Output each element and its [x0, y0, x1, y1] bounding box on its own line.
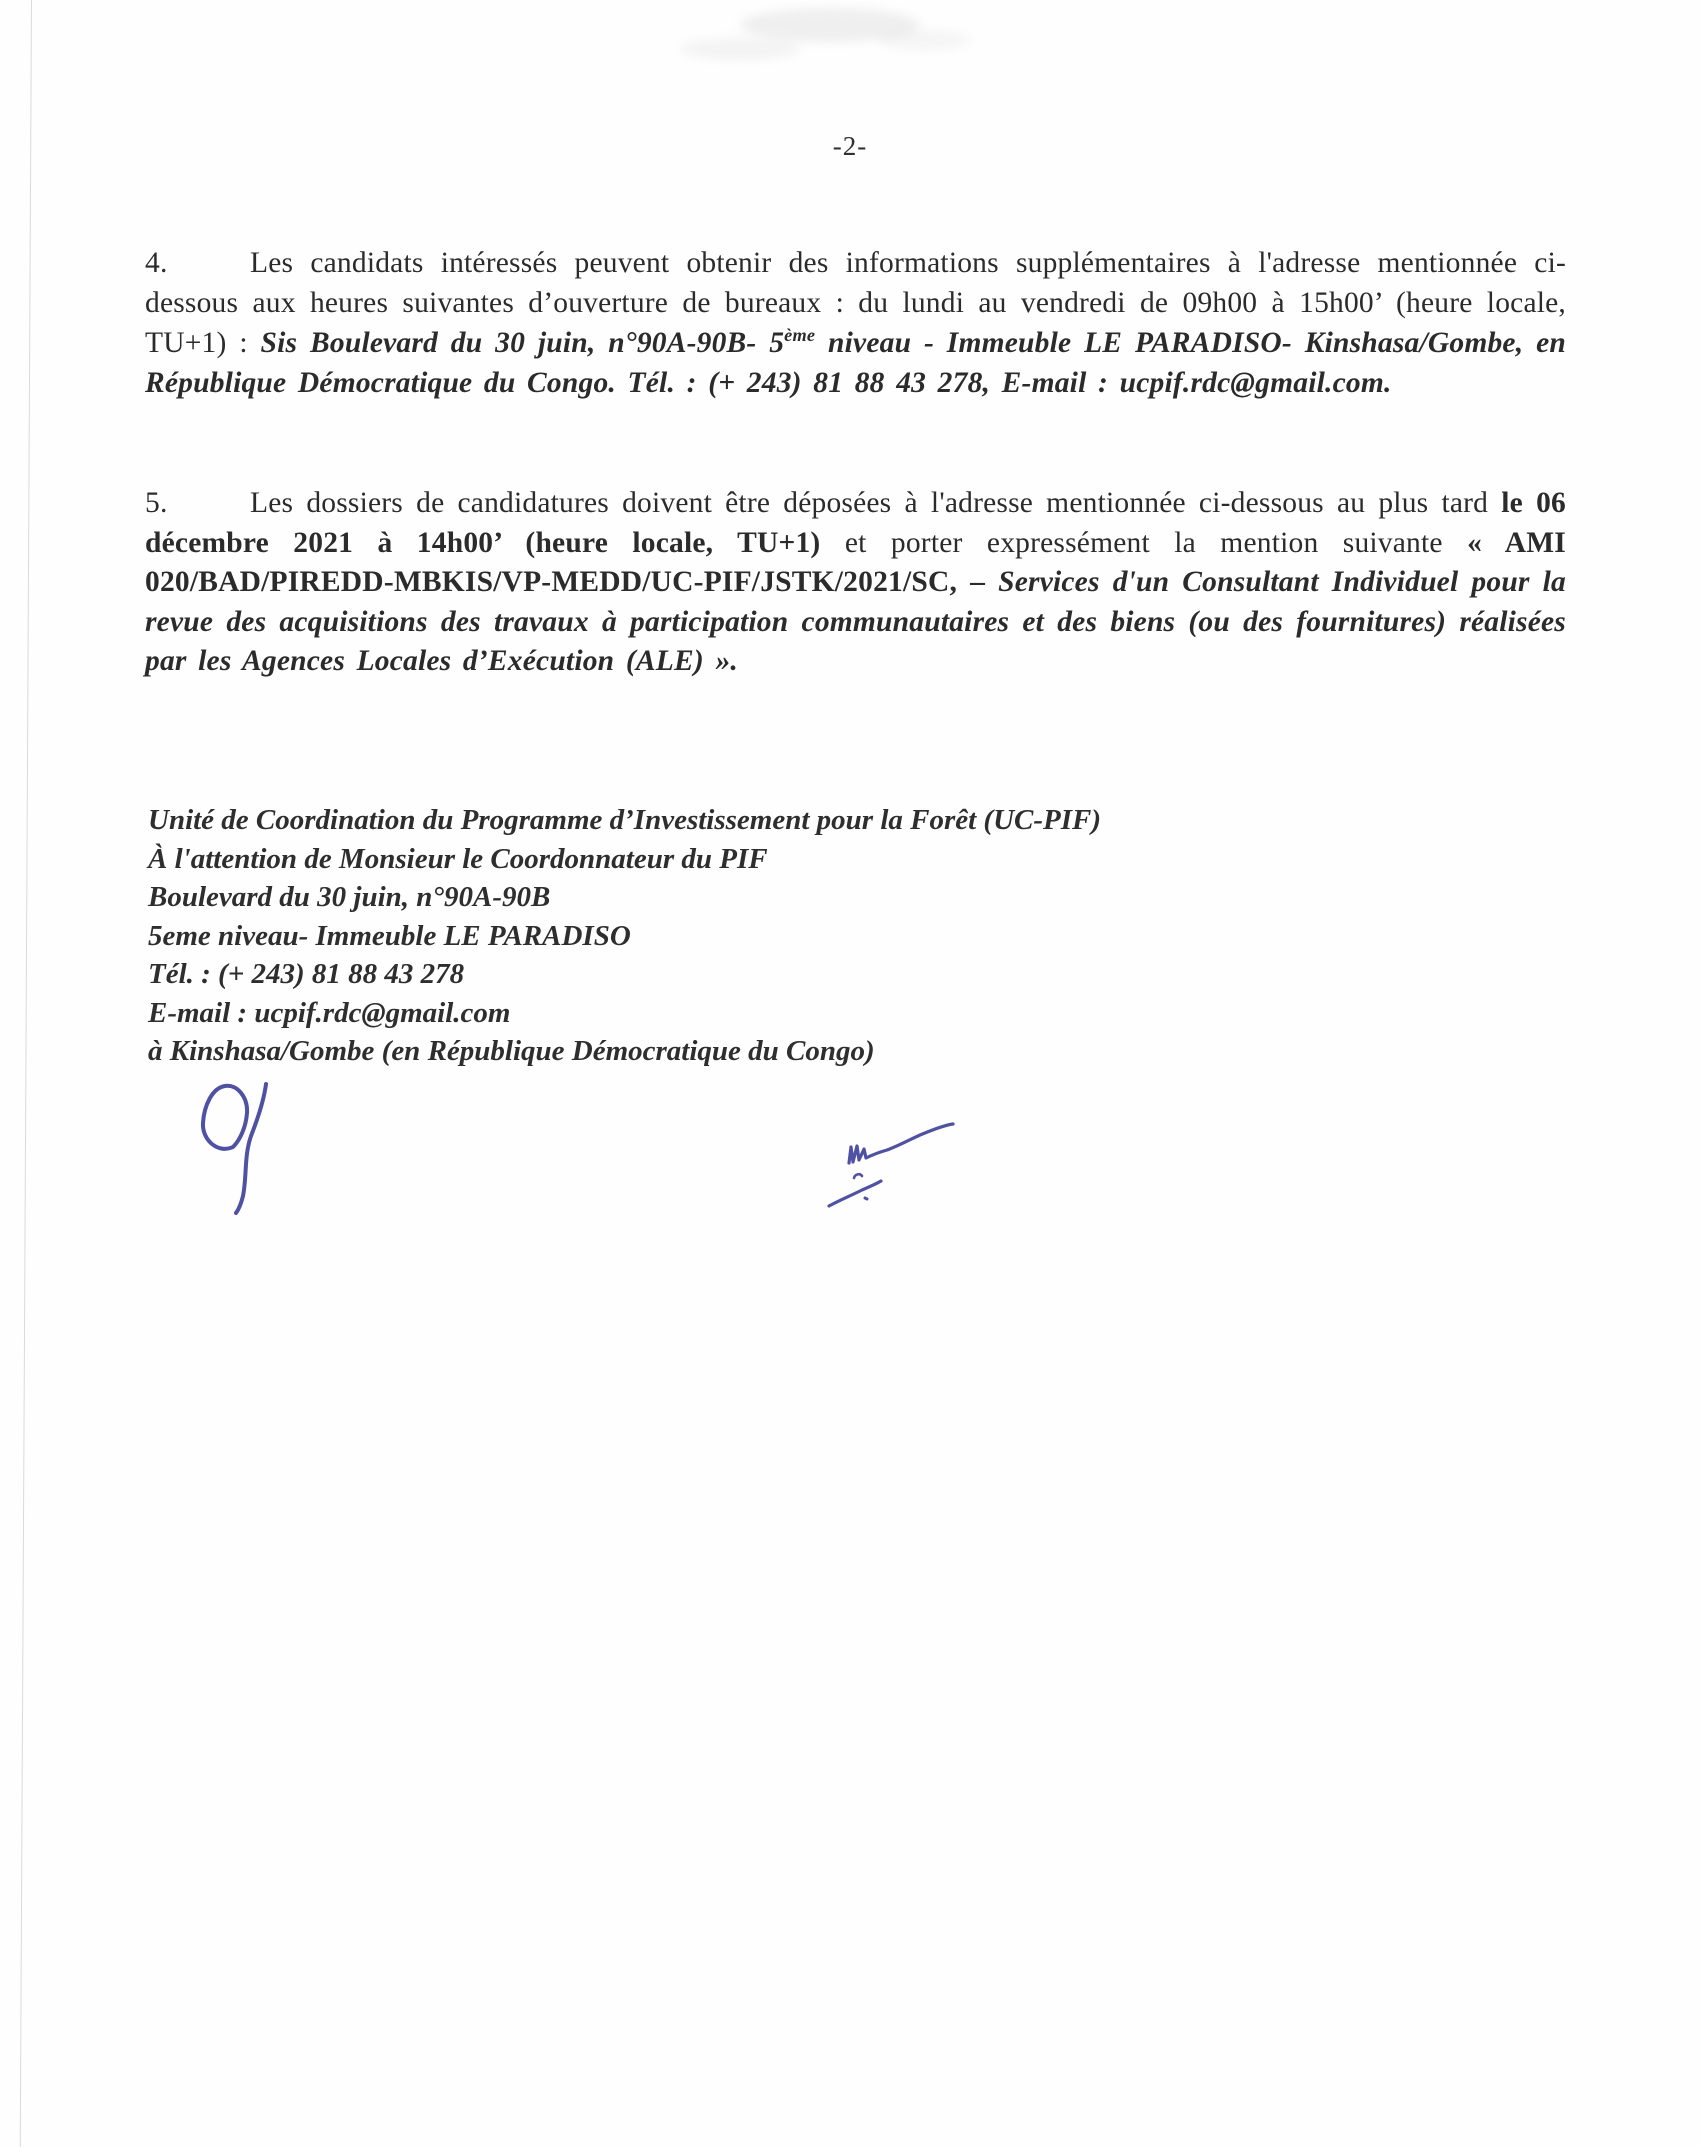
- paragraph-5-text-cont: et porter expressément la mention suivante: [820, 526, 1468, 559]
- paragraph-5-number: 5.: [145, 487, 168, 519]
- flourish-dot: [865, 1198, 867, 1199]
- paragraph-5: [145, 484, 1566, 682]
- signature-loop-stroke: [203, 1086, 247, 1149]
- address-line-attention: À l'attention de Monsieur le Coordonnateur du PIF: [148, 842, 768, 875]
- address-line-city: à Kinshasa/Gombe (en République Démocratique du Congo): [148, 1035, 875, 1067]
- paragraph-5-text: Les dossiers de candidatures doivent être déposées à l'adresse mentionnée ci-dessous au plus tard: [250, 487, 1502, 519]
- service-title-bold-italic: Services d'un Consultant Individuel pour la revue des acquisitions des travaux à participation communautaires et des biens (ou des fournitures) réalisées par les Agences Locales d’Exécution (ALE) ».: [145, 566, 1566, 677]
- paragraph-4-number: 4.: [145, 247, 168, 279]
- scan-artifact-line: [20, 0, 32, 2147]
- address-block: [148, 801, 1101, 1071]
- scan-smudge: [680, 38, 800, 60]
- signature-flourish: [810, 1110, 970, 1220]
- flourish-underline-stroke: [829, 1181, 881, 1206]
- ordinal-superscript: ème: [784, 325, 816, 346]
- paragraph-4-address-bold: Sis Boulevard du 30 juin, n°90A-90B- 5: [260, 327, 785, 359]
- address-line-phone: Tél. : (+ 243) 81 88 43 278: [148, 958, 465, 990]
- deadline-bold-text: le 06 décembre 2021 à 14h00’ (heure locale, TU+1): [145, 487, 1566, 559]
- address-line-building: 5eme niveau- Immeuble LE PARADISO: [148, 919, 631, 952]
- address-line-street: Boulevard du 30 juin, n°90A-90B: [148, 881, 551, 913]
- flourish-squiggle-stroke: [849, 1124, 953, 1163]
- signature-stem-stroke: [236, 1084, 266, 1213]
- flourish-tick-stroke: [854, 1174, 862, 1178]
- page-number: -2-: [832, 131, 868, 161]
- signature-initial: [190, 1070, 290, 1220]
- paragraph-4: [145, 243, 1566, 403]
- paragraph-4-address-bold-cont: niveau - Immeuble LE PARADISO- Kinshasa/Gombe, en République Démocratique du Congo. Tél. : (+ 243) 81 88 43 278, E-mail : ucpif.rdc@gmail.com.: [145, 327, 1566, 399]
- address-line-email: E-mail : ucpif.rdc@gmail.com: [148, 996, 511, 1029]
- scan-smudge: [880, 30, 970, 50]
- address-line-organization: Unité de Coordination du Programme d’Investissement pour la Forêt (UC-PIF): [148, 804, 1102, 836]
- ami-reference-bold: « AMI 020/BAD/PIREDD-MBKIS/VP-MEDD/UC-PIF/JSTK/2021/SC, –: [145, 526, 1566, 598]
- paragraph-4-text: Les candidats intéressés peuvent obtenir des informations supplémentaires à l'adresse mentionnée ci-dessous aux heures suivantes d’ouverture de bureaux : du lundi au vendredi de 09h00 à 15h00’ (heure locale, TU+1) :: [145, 247, 1566, 359]
